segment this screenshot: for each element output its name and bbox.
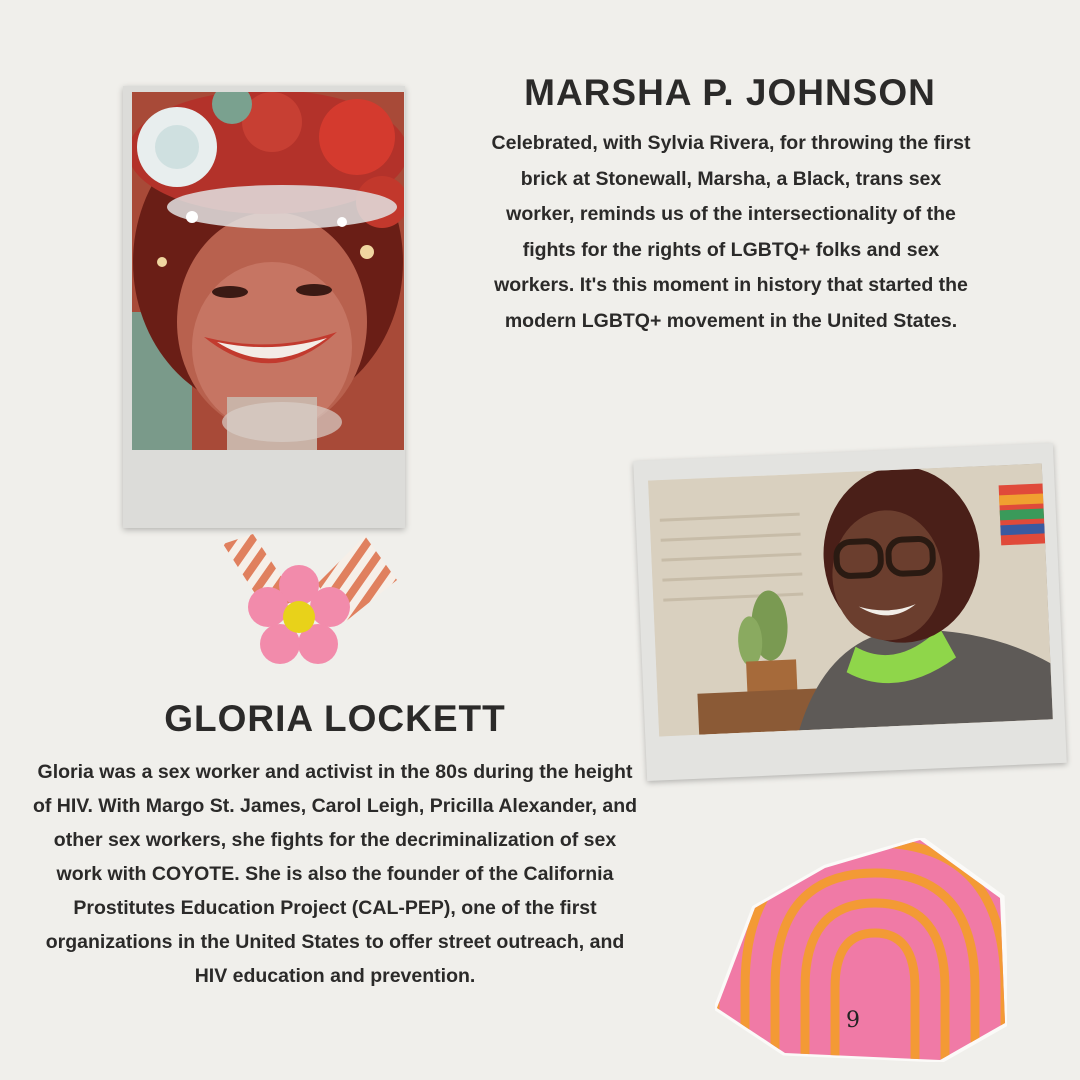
marsha-name-heading: MARSHA P. JOHNSON — [524, 72, 936, 113]
gloria-polaroid — [633, 443, 1067, 781]
gloria-portrait-illustration — [648, 463, 1053, 736]
gloria-name-heading: GLORIA LOCKETT — [164, 698, 506, 739]
marsha-portrait-photo — [132, 92, 404, 450]
marsha-portrait-illustration — [132, 92, 404, 450]
flower-icon — [248, 561, 350, 671]
gloria-bio: Gloria was a sex worker and activist in the 80s during the height of HIV. With Margo St. James, Carol Leigh, Pricilla Alexander, and other sex workers, she fights for the decriminalization of sex work with COYOTE. She is also the founder of the California Prostitutes Education Project (CAL-PEP), one of the first organizations in the United States to offer street outreach, and HIV education and prevention. — [32, 761, 638, 987]
marsha-bio: Celebrated, with Sylvia Rivera, for throwing the first brick at Stonewall, Marsha, a Black, trans sex worker, reminds us of the intersectionality of the fights for the rights of LGBTQ+ folks and sex workers. It's this moment in history that started the modern LGBTQ+ movement in the United States. — [491, 132, 971, 332]
page-number: 9 — [846, 1008, 860, 1033]
gloria-portrait-photo — [648, 463, 1053, 736]
marsha-polaroid — [123, 86, 405, 528]
